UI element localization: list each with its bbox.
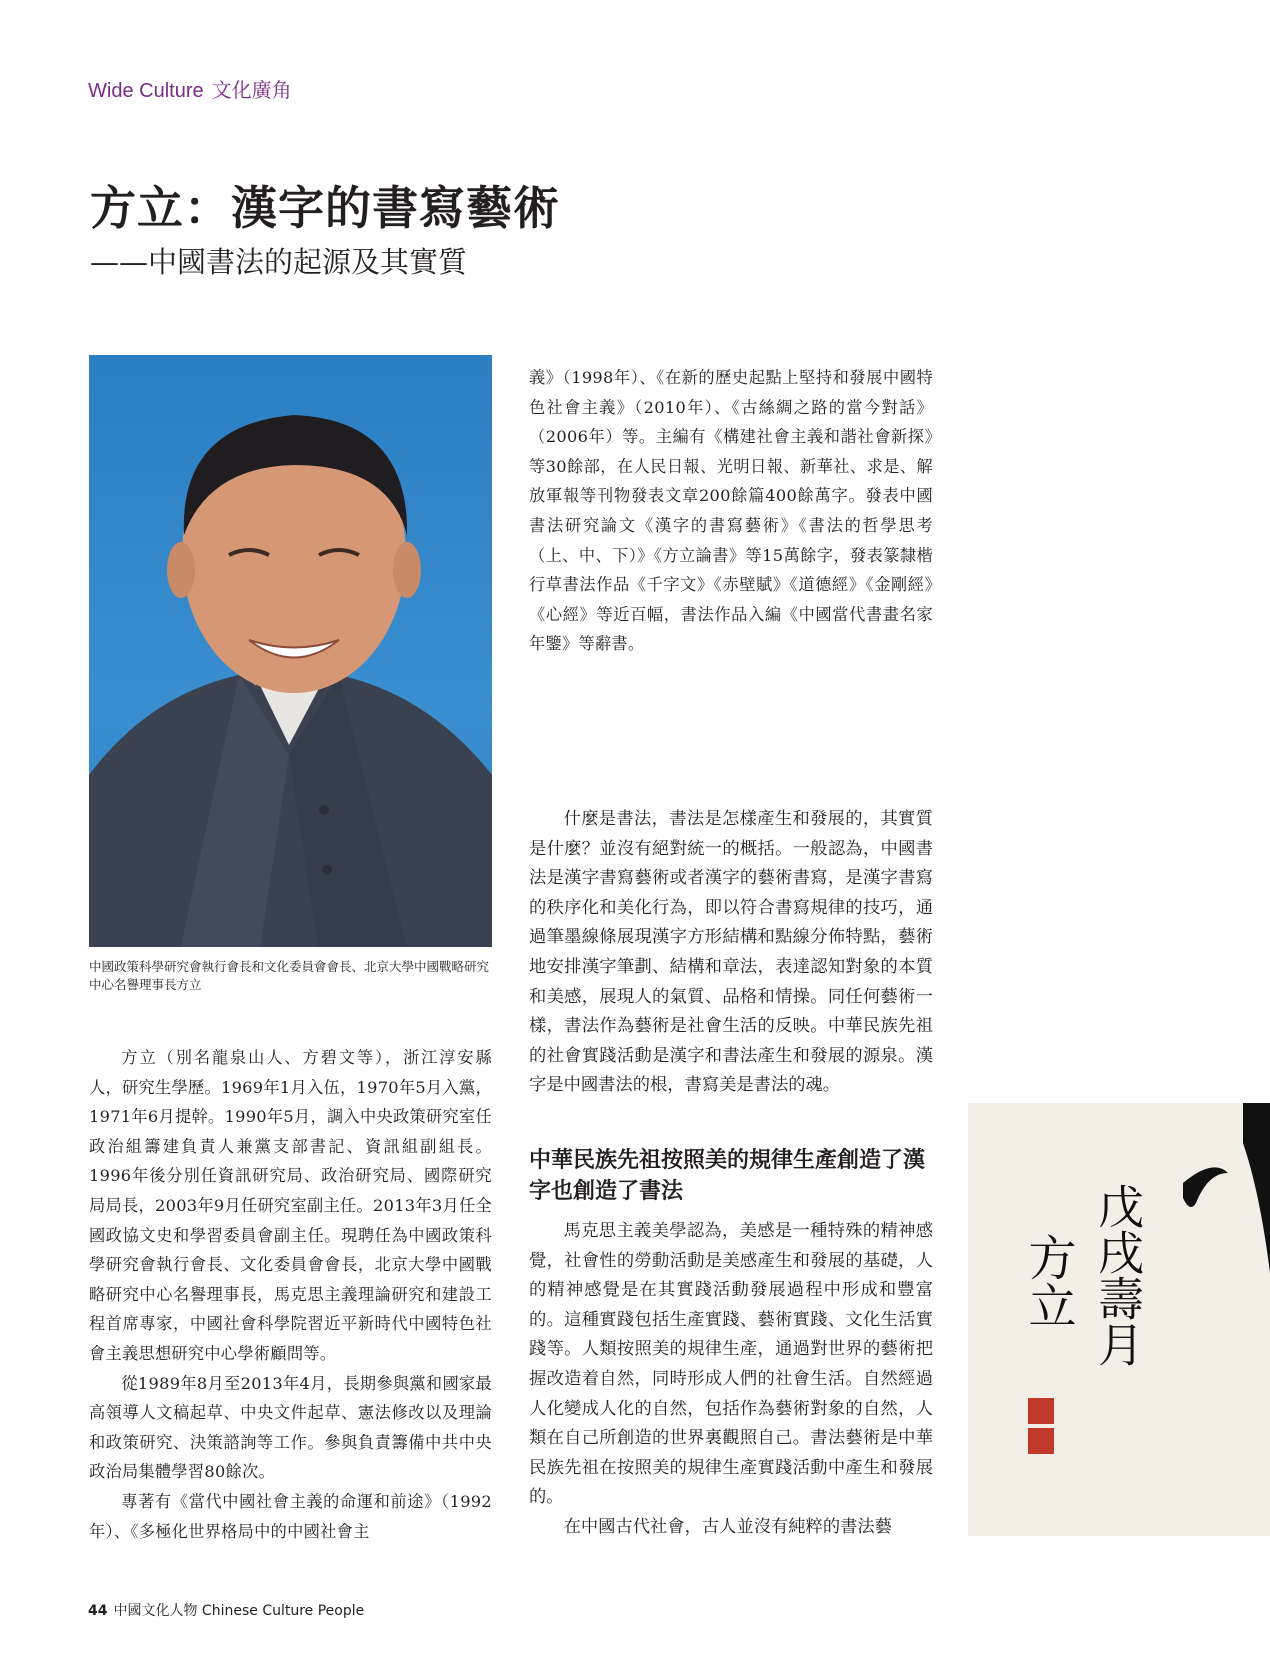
left-column (89, 1043, 492, 1546)
calligraphy-artwork (968, 1103, 1270, 1536)
left-paragraph-2: 從1989年8月至2013年4月，長期參與黨和國家最高領導人文稿起草、中央文件起草、憲法修改以及理論和政策研究、決策諮詢等工作。參與負責籌備中共中央政治局集體學習80餘次。 (89, 1373, 492, 1482)
section-header (88, 74, 292, 103)
seal-stamp (1028, 1398, 1054, 1424)
calligraphy-image (968, 1103, 1270, 1536)
calligraphy-signature: 方立 (1020, 1233, 1076, 1329)
page-footer (88, 1600, 364, 1620)
section-heading: 中華民族先祖按照美的規律生產創造了漢字也創造了書法 (529, 1148, 926, 1204)
article-subtitle: ——中國書法的起源及其實質 (90, 245, 468, 279)
right-bottom-paragraph-1: 馬克思主義美學認為，美感是一種特殊的精神感覺，社會性的勞動活動是美感產生和發展的基礎，人的精神感覺是在其實踐活動發展過程中形成和豐富的。這種實踐包括生產實踐、藝術實踐、文化生活實踐等。人類按照美的規律生產，通過對世界的藝術把握改造着自然，同時形成人們的社會生活。自然經過人化變成人化的自然，包括作為藝術對象的自然，人類在自己所創造的世界裏觀照自己。書法藝術是中華民族先祖在按照美的規律生產實踐活動中產生和發展的。 (529, 1221, 933, 1508)
calligraphy-inscription: 戊戌壽月 (1091, 1183, 1145, 1367)
header-en: Wide Culture (88, 80, 204, 102)
right-column-bottom (529, 1217, 933, 1543)
portrait-illustration (89, 355, 492, 947)
publication-name: 中國文化人物 Chinese Culture People (113, 1603, 365, 1619)
header-zh: 文化廣角 (211, 78, 292, 102)
left-paragraph-3: 專著有《當代中國社會主義的命運和前途》（1992年）、《多極化世界格局中的中國社會主 (89, 1491, 492, 1541)
right-top-paragraph: 義》（1998年）、《在新的歷史起點上堅持和發展中國特色社會主義》（2010年）、《古絲綢之路的當今對話》（2006年）等。主編有《構建社會主義和諧社會新探》等30餘部，在人民日報、光明日報、新華社、求是、解放軍報等刊物發表文章200餘篇400餘萬字。發表中國書法研究論文《漢字的書寫藝術》《書法的哲學思考（上、中、下）》《方立論書》等15萬餘字，發表篆隸楷行草書法作品《千字文》《赤壁賦》《道德經》《金剛經》《心經》等近百幅，書法作品入編《中國當代書畫名家年鑒》等辭書。 (529, 368, 933, 654)
right-mid-paragraph: 什麼是書法，書法是怎樣產生和發展的，其實質是什麼？並沒有絕對統一的概括。一般認為，中國書法是漢字書寫藝術或者漢字的藝術書寫，是漢字書寫的秩序化和美化行為，即以符合書寫規律的技巧，通過筆墨線條展現漢字方形結構和點線分佈特點，藝術地安排漢字筆劃、結構和章法，表達認知對象的本質和美感，展現人的氣質、品格和情操。同任何藝術一樣，書法作為藝術是社會生活的反映。中華民族先祖的社會實踐活動是漢字和書法產生和發展的源泉。漢字是中國書法的根，書寫美是書法的魂。 (529, 809, 933, 1096)
page-number: 44 (88, 1603, 108, 1619)
photo-caption: 中國政策科學研究會執行會長和文化委員會會長、北京大學中國戰略研究中心名譽理事長方立 (89, 959, 490, 992)
seal-stamp (1028, 1428, 1054, 1454)
right-column-top (529, 363, 933, 659)
left-paragraph-1: 方立（別名龍泉山人、方碧文等），浙江淳安縣人，研究生學歷。1969年1月入伍，1970年5月入黨，1971年6月提幹。1990年5月，調入中央政策研究室任政治組籌建負責人兼黨支部書記、資訊組副組長。1996年後分別任資訊研究局、政治研究局、國際研究局局長，2003年9月任研究室副主任。2013年3月任全國政協文史和學習委員會副主任。現聘任為中國政策科學研究會執行會長、文化委員會會長，北京大學中國戰略研究中心名譽理事長，馬克思主義理論研究和建設工程首席專家，中國社會科學院習近平新時代中國特色社會主義思想研究中心學術顧問等。 (89, 1048, 492, 1363)
portrait-photo (89, 355, 492, 947)
article-title: 方立：漢字的書寫藝術 (90, 181, 560, 235)
right-bottom-paragraph-2: 在中國古代社會，古人並沒有純粹的書法藝 (563, 1516, 892, 1537)
right-column-middle (529, 805, 933, 1101)
